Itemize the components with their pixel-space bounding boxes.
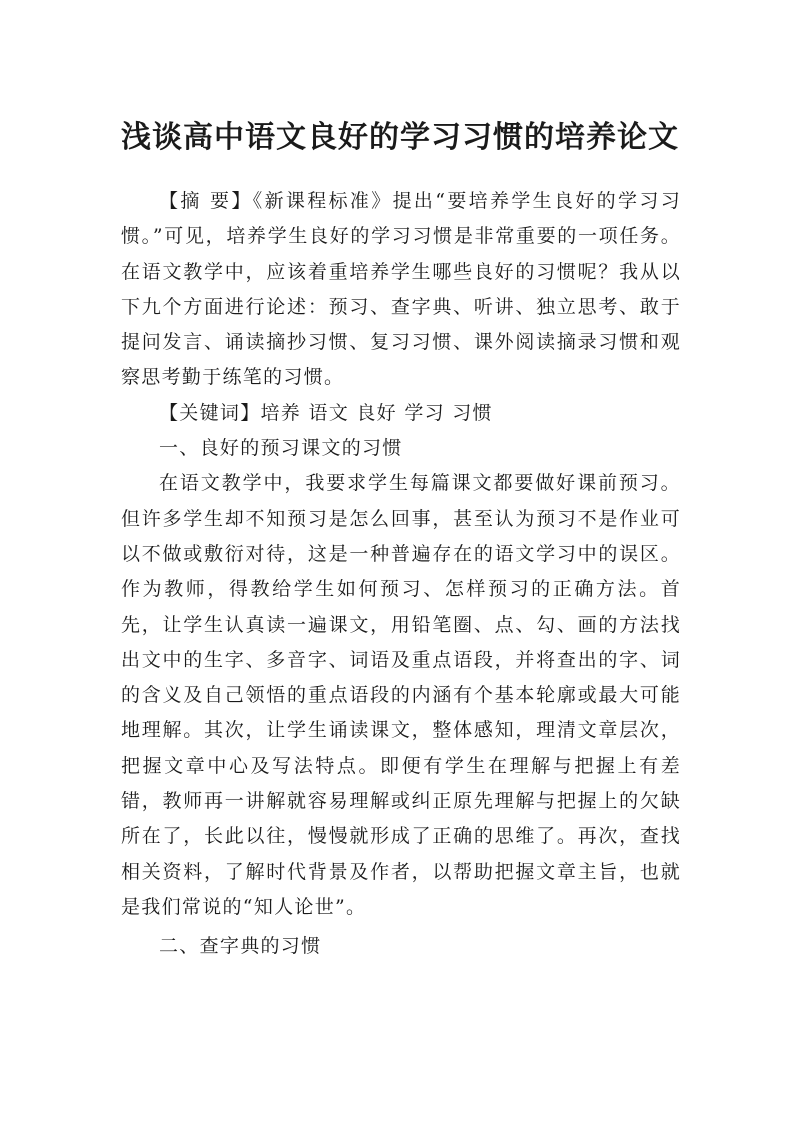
document-body [121, 184, 681, 965]
page-title: 浅谈高中语文良好的学习习惯的培养论文 [121, 120, 679, 156]
section-paragraph-preview: 在语文教学中，我要求学生每篇课文都要做好课前预习。但许多学生却不知预习是怎么回事，甚至认为预习不是作业可以不做或敷衍对待，这是一种普遍存在的语文学习中的误区。作为教师，得教给学生如何预习、怎样预习的正确方法。首先，让学生认真读一遍课文，用铅笔圈、点、勾、画的方法找出文中的生字、多音字、词语及重点语段，并将查出的字、词的含义及自己领悟的重点语段的内涵有个基本轮廓或最大可能地理解。其次，让学生诵读课文，整体感知，理清文章层次，把握文章中心及写法特点。即便有学生在理解与把握上有差错，教师再一讲解就容易理解或纠正原先理解与把握上的欠缺所在了，长此以往，慢慢就形成了正确的思维了。再次，查找相关资料，了解时代背景及作者，以帮助把握文章主旨，也就是我们常说的“知人论世”。 [121, 472, 681, 918]
keywords-line: 【关键词】培养 语文 良好 学习 习惯 [159, 401, 493, 424]
abstract-paragraph: 【摘 要】《新课程标准》提出“要培养学生良好的学习习惯。”可见，培养学生良好的学习习惯是非常重要的一项任务。在语文教学中，应该着重培养学生哪些良好的习惯呢？我从以下九个方面进行论述：预习、查字典、听讲、独立思考、敢于提问发言、诵读摘抄习惯、复习习惯、课外阅读摘录习惯和观察思考勤于练笔的习惯。 [121, 190, 681, 389]
section-heading-dictionary: 二、查字典的习惯 [159, 935, 322, 958]
section-heading-preview: 一、良好的预习课文的习惯 [159, 437, 403, 460]
